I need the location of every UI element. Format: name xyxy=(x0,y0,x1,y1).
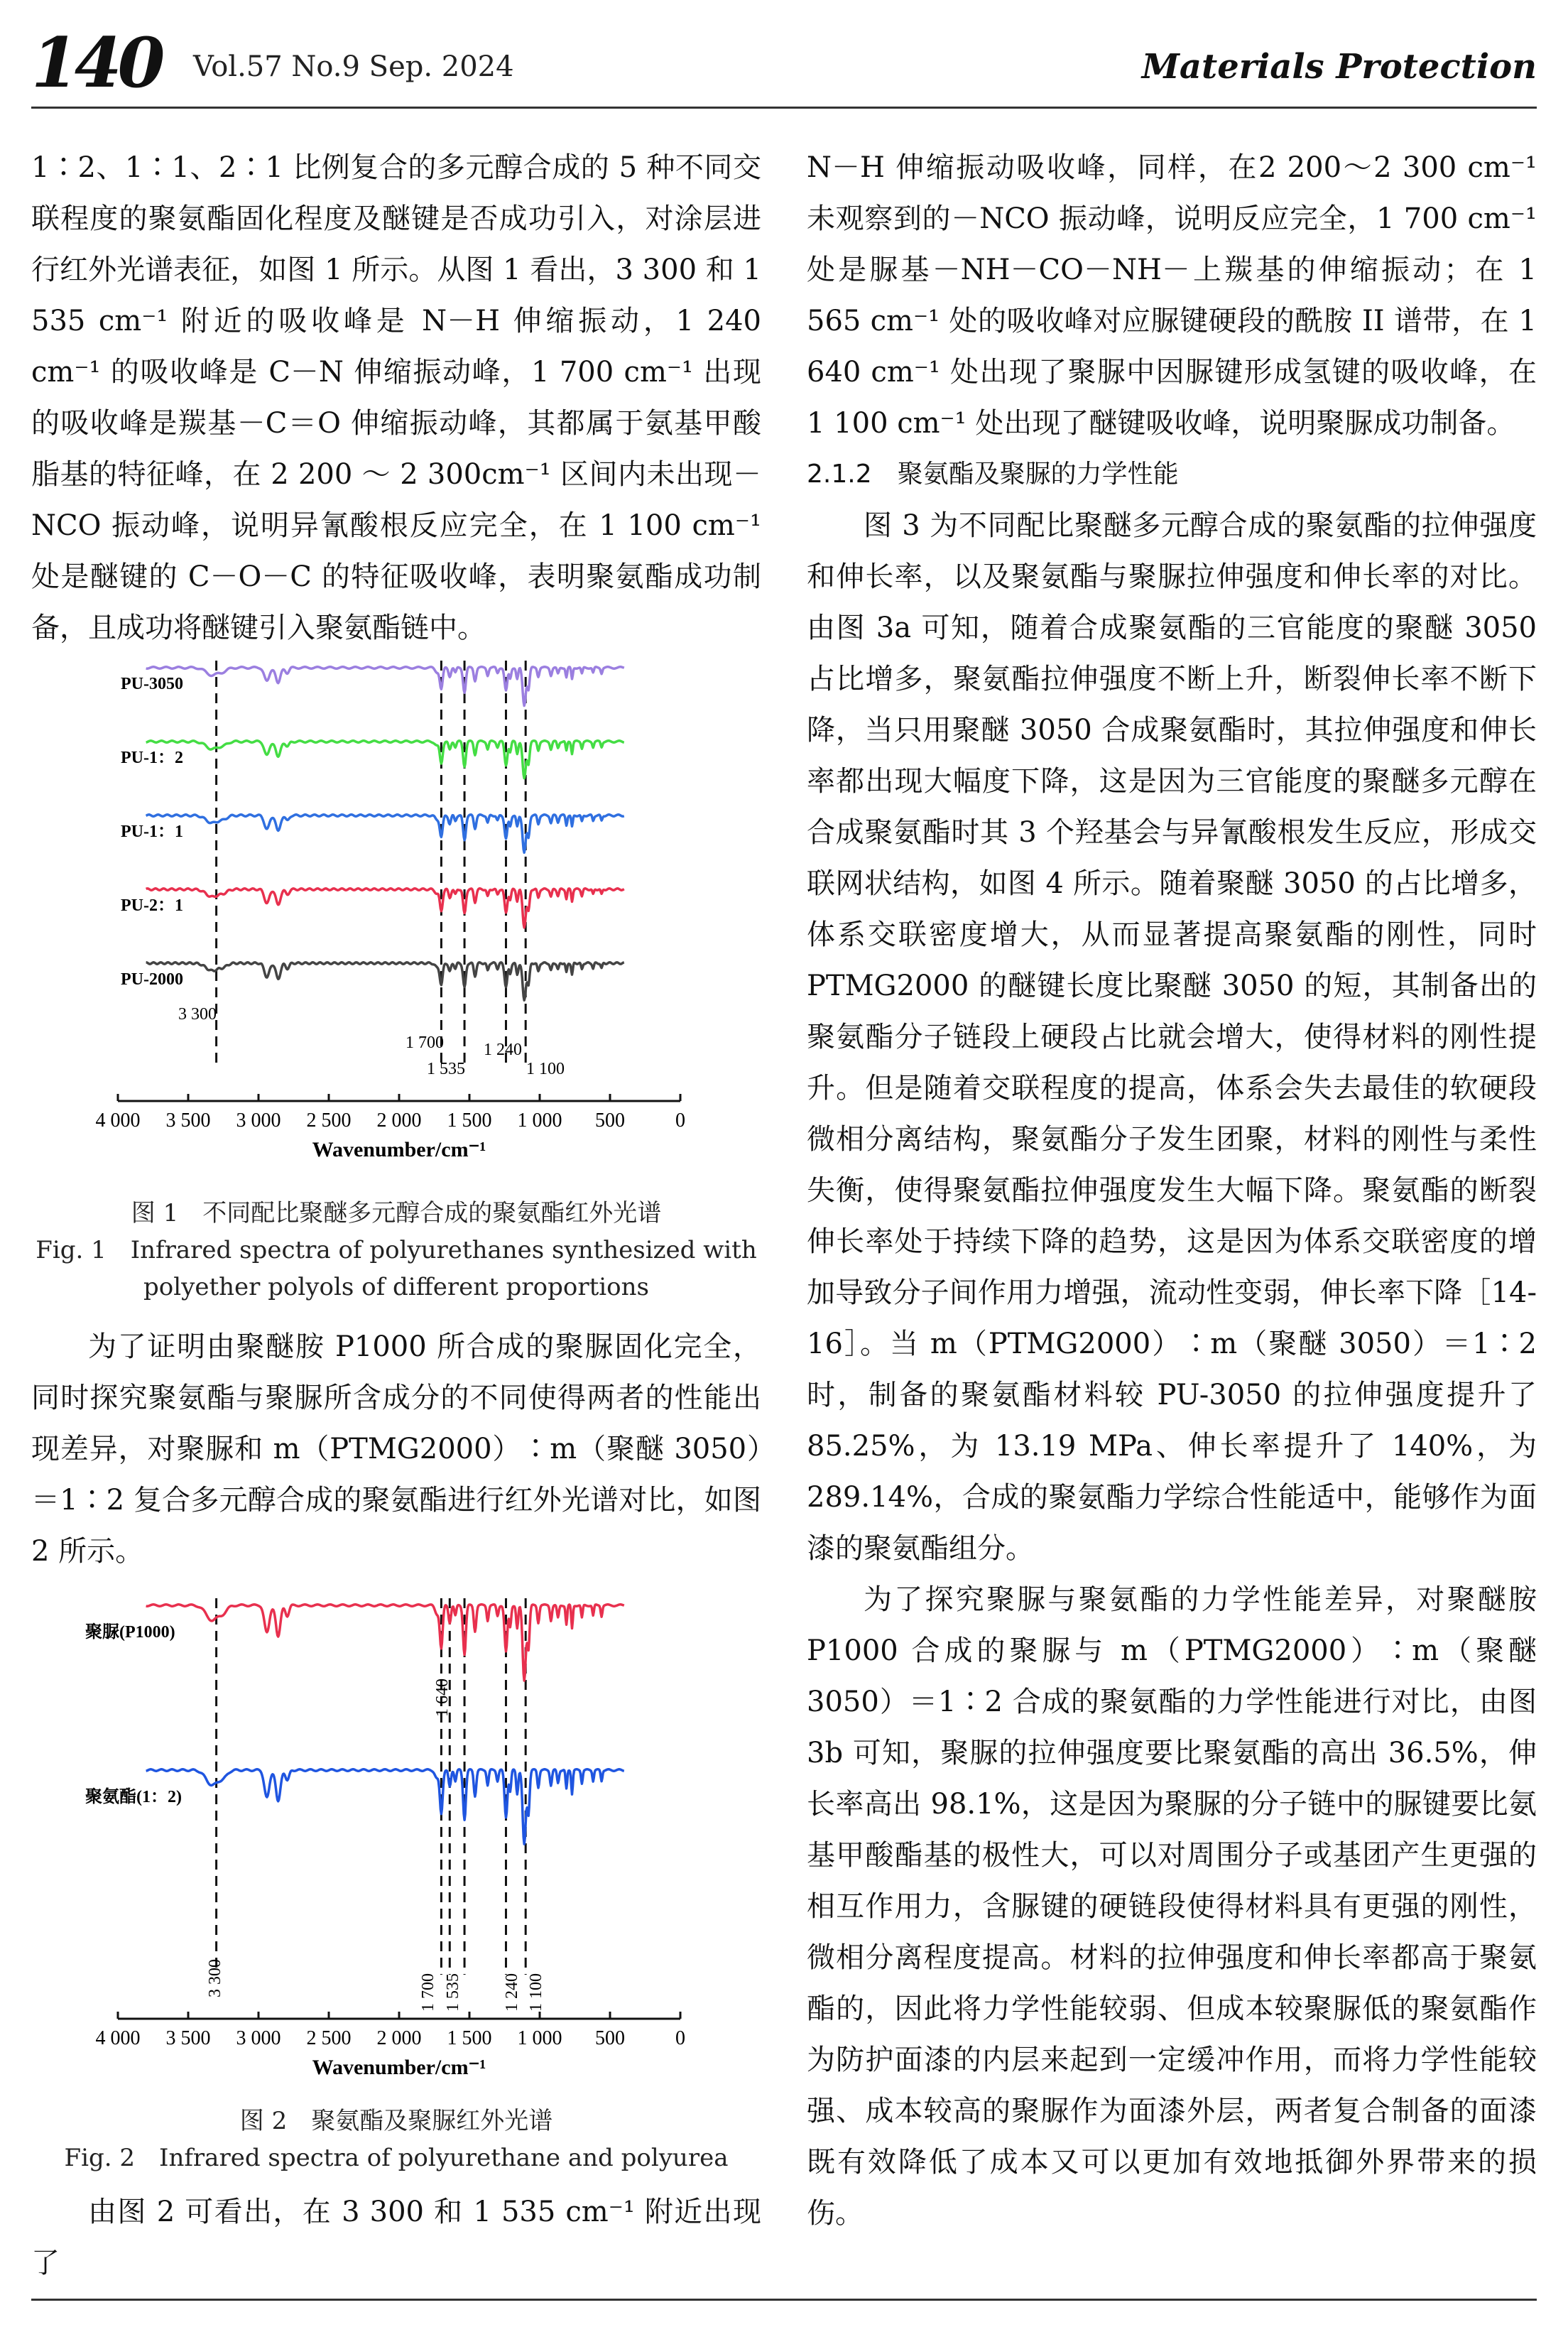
f1-tick-label-6: 1 000 xyxy=(517,1110,562,1132)
figure-2-marker-lines xyxy=(217,1598,526,1975)
journal-name: Materials Protection xyxy=(1141,47,1537,87)
section-heading-2-1-2: 2.1.2 聚氨酯及聚脲的力学性能 xyxy=(807,460,1179,489)
figure-2-annot-1700: 1 700 xyxy=(419,1973,437,2012)
f1-series-label-1: PU-1：2 xyxy=(121,749,183,767)
f1-series-line-0 xyxy=(146,667,624,706)
f2-series-line-0 xyxy=(146,1605,624,1681)
left-paragraph-1: 1∶2、1∶1、2∶1 比例复合的多元醇合成的 5 种不同交联程度的聚氨酯固化程度及醚键是否成功引入，对涂层进行红外光谱表征，如图 1 所示。从图 1 看出，3 300 和 1 535 cm⁻¹ 附近的吸收峰是 N－H 伸缩振动，1 240 cm⁻¹ 的吸收峰是 C－N 伸缩振动峰，1 700 cm⁻¹ 出现的吸收峰是羰基－C＝O 伸缩振动峰，其都属于氨基甲酸脂基的特征峰，在 2 200 ～ 2 300cm⁻¹ 区间内未出现－NCO 振动峰，说明异氰酸根反应完全，在 1 100 cm⁻¹ 处是醚键的 C－O－C 的特征吸收峰，表明聚氨酯成功制备，且成功将醚键引入聚氨酯链中。 xyxy=(31,151,761,644)
figure-2-annot-1535: 1 535 xyxy=(444,1973,462,2012)
figure-1-x-ticks xyxy=(96,1094,686,1132)
f1-tick-label-0: 4 000 xyxy=(95,1110,141,1132)
figure-2-caption xyxy=(31,2103,761,2176)
figure-1-annot-1100: 1 100 xyxy=(526,1060,565,1078)
figure-1-annot-1535: 1 535 xyxy=(427,1060,465,1078)
right-paragraph-3: 为了探究聚脲与聚氨酯的力学性能差异，对聚醚胺 P1000 合成的聚脲与 m（PTMG2000）∶m（聚醚 3050）＝1∶2 合成的聚氨酯的力学性能进行对比，由图 3b 可知，聚脲的拉伸强度要比聚氨酯的高出 36.5%，伸长率高出 98.1%，这是因为聚脲的分子链中的脲键要比氨基甲酸酯基的极性大，可以对周围分子或基团产生更强的相互作用力，含脲键的硬链段使得材料具有更强的刚性，微相分离程度提高。材料的拉伸强度和伸长率都高于聚氨酯的，因此将力学性能较弱、但成本较聚脲低的聚氨酯作为防护面漆的内层来起到一定缓冲作用，而将力学性能较强、成本较高的聚脲作为面漆外层，两者复合制备的面漆既有效降低了成本又可以更加有效地抵御外界带来的损伤。 xyxy=(807,1583,1537,2230)
figure-2-caption-cn: 图 2 聚氨酯及聚脲红外光谱 xyxy=(239,2107,553,2135)
left-paragraph-3: 由图 2 可看出，在 3 300 和 1 535 cm⁻¹ 附近出现了 xyxy=(31,2196,761,2279)
f2-tick-label-2: 3 000 xyxy=(236,2027,281,2049)
figure-1-x-label: Wavenumber/cm⁻¹ xyxy=(312,1138,486,1161)
f1-series-label-4: PU-2000 xyxy=(121,970,183,989)
figure-1-caption-en-2: polyether polyols of different proportions xyxy=(143,1273,649,1301)
figure-2-chart xyxy=(71,1577,710,2088)
f2-tick-label-5: 1 500 xyxy=(447,2027,492,2049)
right-paragraph-2: 图 3 为不同配比聚醚多元醇合成的聚氨酯的拉伸强度和伸长率，以及聚氨酯与聚脲拉伸强度和伸长率的对比。由图 3a 可知，随着合成聚氨酯的三官能度的聚醚 3050 占比增多，聚氨酯拉伸强度不断上升，断裂伸长率不断下降，当只用聚醚 3050 合成聚氨酯时，其拉伸强度和伸长率都出现大幅度下降，这是因为三官能度的聚醚多元醇在合成聚氨酯时其 3 个羟基会与异氰酸根发生反应，形成交联网状结构，如图 4 所示。随着聚醚 3050 的占比增多，体系交联密度增大，从而显著提高聚氨酯的刚性，同时 PTMG2000 的醚键长度比聚醚 3050 的短，其制备出的聚氨酯分子链段上硬段占比就会增大，使得材料的刚性提升。但是随着交联程度的提高，体系会失去最佳的软硬段微相分离结构，聚氨酯分子发生团聚，材料的刚性与柔性失衡，使得聚氨酯拉伸强度发生大幅下降。聚氨酯的断裂伸长率处于持续下降的趋势，这是因为体系交联密度的增加导致分子间作用力增强，流动性变弱，伸长率下降［14-16］。当 m（PTMG2000）∶m（聚醚 3050）＝1∶2 时，制备的聚氨酯材料较 PU-3050 的拉伸强度提升了 85.25%，为 13.19 MPa、伸长率提升了 140%，为 289.14%，合成的聚氨酯力学综合性能适中，能够作为面漆的聚氨酯组分。 xyxy=(807,509,1537,1565)
f1-tick-label-3: 2 500 xyxy=(306,1110,352,1132)
left-column-bottom xyxy=(31,2186,761,2289)
footer-rule xyxy=(31,2299,1537,2301)
figure-1-annot-1240: 1 240 xyxy=(484,1041,522,1059)
f1-tick-label-1: 3 500 xyxy=(165,1110,211,1132)
f1-series-line-3 xyxy=(146,889,624,928)
figure-2-annot-1240: 1 240 xyxy=(503,1973,521,2012)
figure-2-series-group xyxy=(85,1605,624,1844)
f1-tick-label-2: 3 000 xyxy=(236,1110,281,1132)
left-paragraph-2: 为了证明由聚醚胺 P1000 所合成的聚脲固化完全，同时探究聚氨酯与聚脲所含成分的不同使得两者的性能出现差异，对聚脲和 m（PTMG2000）∶m（聚醚 3050）＝1∶2 复合多元醇合成的聚氨酯进行红外光谱对比，如图 2 所示。 xyxy=(31,1330,761,1568)
figure-1-marker-lines xyxy=(217,661,526,1065)
f1-series-line-4 xyxy=(146,962,624,1000)
right-paragraph-1: N－H 伸缩振动吸收峰，同样，在2 200～2 300 cm⁻¹ 未观察到的－NCO 振动峰，说明反应完全，1 700 cm⁻¹ 处是脲基－NH－CO－NH－上羰基的伸缩振动；在 1 565 cm⁻¹ 处的吸收峰对应脲键硬段的酰胺 II 谱带，在 1 640 cm⁻¹ 处出现了聚脲中因脲键形成氢键的吸收峰，在 1 100 cm⁻¹ 处出现了醚键吸收峰，说明聚脲成功制备。 xyxy=(807,151,1537,440)
f1-tick-label-5: 1 500 xyxy=(447,1110,492,1132)
f2-tick-label-6: 1 000 xyxy=(517,2027,562,2049)
figure-2-x-label: Wavenumber/cm⁻¹ xyxy=(312,2056,486,2079)
right-column xyxy=(807,142,1537,2239)
f1-series-label-3: PU-2：1 xyxy=(121,896,183,915)
figure-1-caption-cn: 图 1 不同配比聚醚多元醇合成的聚氨酯红外光谱 xyxy=(131,1199,662,1227)
f2-series-label-1: 聚氨酯(1：2) xyxy=(85,1788,182,1806)
f1-tick-label-4: 2 000 xyxy=(376,1110,422,1132)
f2-tick-label-3: 2 500 xyxy=(306,2027,352,2049)
f1-tick-label-7: 500 xyxy=(595,1110,625,1132)
issue-info: Vol.57 No.9 Sep. 2024 xyxy=(193,50,514,83)
figure-1-series-group xyxy=(121,667,624,1000)
f2-tick-label-8: 0 xyxy=(675,2027,685,2049)
f2-tick-label-1: 3 500 xyxy=(165,2027,211,2049)
figure-1-caption-en-1: Fig. 1 Infrared spectra of polyurethanes synthesized with xyxy=(36,1236,757,1264)
f2-tick-label-7: 500 xyxy=(595,2027,625,2049)
f2-tick-label-4: 2 000 xyxy=(376,2027,422,2049)
figure-1-chart xyxy=(71,639,710,1186)
left-column-top xyxy=(31,142,761,653)
f2-series-line-1 xyxy=(146,1769,624,1844)
page-header xyxy=(31,24,1537,102)
figure-1-annot-1700: 1 700 xyxy=(405,1034,444,1052)
f1-tick-label-8: 0 xyxy=(675,1110,685,1132)
figure-1-annot-3300: 3 300 xyxy=(178,1005,217,1024)
figure-2-annot-3300: 3 300 xyxy=(206,1959,224,1997)
f1-series-label-2: PU-1：1 xyxy=(121,823,183,841)
page-number: 140 xyxy=(31,23,161,103)
figure-2-annot-1100: 1 100 xyxy=(527,1973,545,2012)
left-column-middle xyxy=(31,1321,761,1577)
figure-2-caption-en: Fig. 2 Infrared spectra of polyurethane and polyurea xyxy=(64,2144,729,2172)
figure-1-caption xyxy=(31,1195,761,1306)
f2-series-label-0: 聚脲(P1000) xyxy=(85,1623,175,1642)
f1-series-label-0: PU-3050 xyxy=(121,675,183,693)
figure-2-x-ticks xyxy=(96,2012,686,2049)
figure-2-annot-1640: 1 640 xyxy=(433,1679,452,1717)
f1-series-line-2 xyxy=(146,815,624,853)
header-rule xyxy=(31,107,1537,109)
f1-series-line-1 xyxy=(146,741,624,779)
f2-tick-label-0: 4 000 xyxy=(95,2027,141,2049)
